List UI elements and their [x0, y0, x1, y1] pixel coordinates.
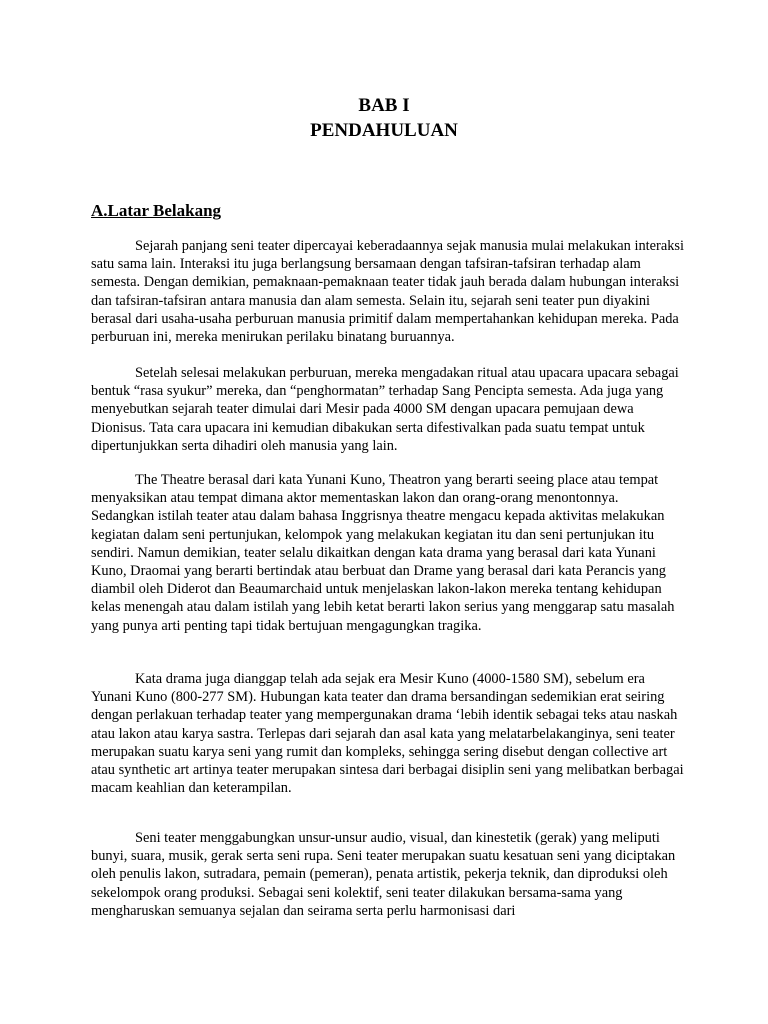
paragraph-5: Seni teater menggabungkan unsur-unsur audio, visual, dan kinestetik (gerak) yang meliputi bunyi, suara, musik, gerak serta seni rupa. Seni teater merupakan suatu kesatuan seni yang diciptakan oleh penulis lakon, sutradara, pemain (pemeran), penata artistik, pekerja teknik, dan diproduksi oleh sekelompok orang produksi. Sebagai seni kolektif, seni teater dilakukan bersama-sama yang mengharuskan semuanya sejalan dan seirama serta perlu harmonisasi dari [91, 830, 676, 919]
paragraph-4: Kata drama juga dianggap telah ada sejak era Mesir Kuno (4000-1580 SM), sebelum era Yunani Kuno (800-277 SM). Hubungan kata teater dan drama bersandingan sedemikian erat seiring dengan perlakuan terhadap teater yang mempergunakan drama ‘lebih identik sebagai teks atau naskah atau lakon atau karya sastra. Terlepas dari sejarah dan asal kata yang melatarbelakanginya, seni teater merupakan suatu karya seni yang rumit dan kompleks, sehingga sering disebut dengan collective art atau synthetic art artinya teater merupakan sintesa dari berbagai disiplin seni yang melibatkan berbagai macam keahlian dan keterampilan. [91, 671, 684, 797]
chapter-subtitle: PENDAHULUAN [310, 120, 458, 141]
paragraph-2: Setelah selesai melakukan perburuan, mereka mengadakan ritual atau upacara upacara sebagai bentuk “rasa syukur” mereka, dan “penghormatan” terhadap Sang Pencipta semesta. Ada juga yang menyebutkan sejarah teater dimulai dari Mesir pada 4000 SM dengan upacara pemujaan dewa Dionisus. Tata cara upacara ini kemudian dibakukan serta difestivalkan pada suatu tempat untuk dipertunjukkan serta dihadiri oleh manusia yang lain. [91, 365, 679, 454]
paragraph-1: Sejarah panjang seni teater dipercayai keberadaannya sejak manusia mulai melakukan interaksi satu sama lain. Interaksi itu juga berlangsung bersamaan dengan tafsiran-tafsiran terhadap alam semesta. Dengan demikian, pemaknaan-pemaknaan teater tidak jauh berada dalam hubungan interaksi dan tafsiran-tafsiran antara manusia dan alam semesta. Selain itu, sejarah seni teater pun diyakini berasal dari usaha-usaha perburuan manusia primitif dalam mempertahankan kehidupan mereka. Pada perburuan ini, mereka menirukan perilaku binatang buruannya. [91, 238, 685, 346]
section-heading: A.Latar Belakang [91, 201, 222, 220]
chapter-title: BAB I [358, 95, 410, 116]
paragraph-3: The Theatre berasal dari kata Yunani Kuno, Theatron yang berarti seeing place atau tempat menyaksikan atau tempat dimana aktor mementaskan lakon dan orang-orang menontonnya. Sedangkan istilah teater atau dalam bahasa Inggrisnya theatre mengacu kepada aktivitas melakukan kegiatan dalam seni pertunjukan, kelompok yang melakukan kegiatan itu dan seni pertunjukan itu sendiri. Namun demikian, teater selalu dikaitkan dengan kata drama yang berasal dari kata Yunani Kuno, Draomai yang berarti bertindak atau berbuat dan Drame yang berasal dari kata Perancis yang diambil oleh Diderot dan Beaumarchaid untuk menjelaskan lakon-lakon mereka tentang kehidupan kelas menengah atau dalam istilah yang lebih ketat berarti lakon serius yang menggarap satu masalah yang punya arti penting tapi tidak bertujuan mengagungkan tragika. [91, 472, 675, 634]
